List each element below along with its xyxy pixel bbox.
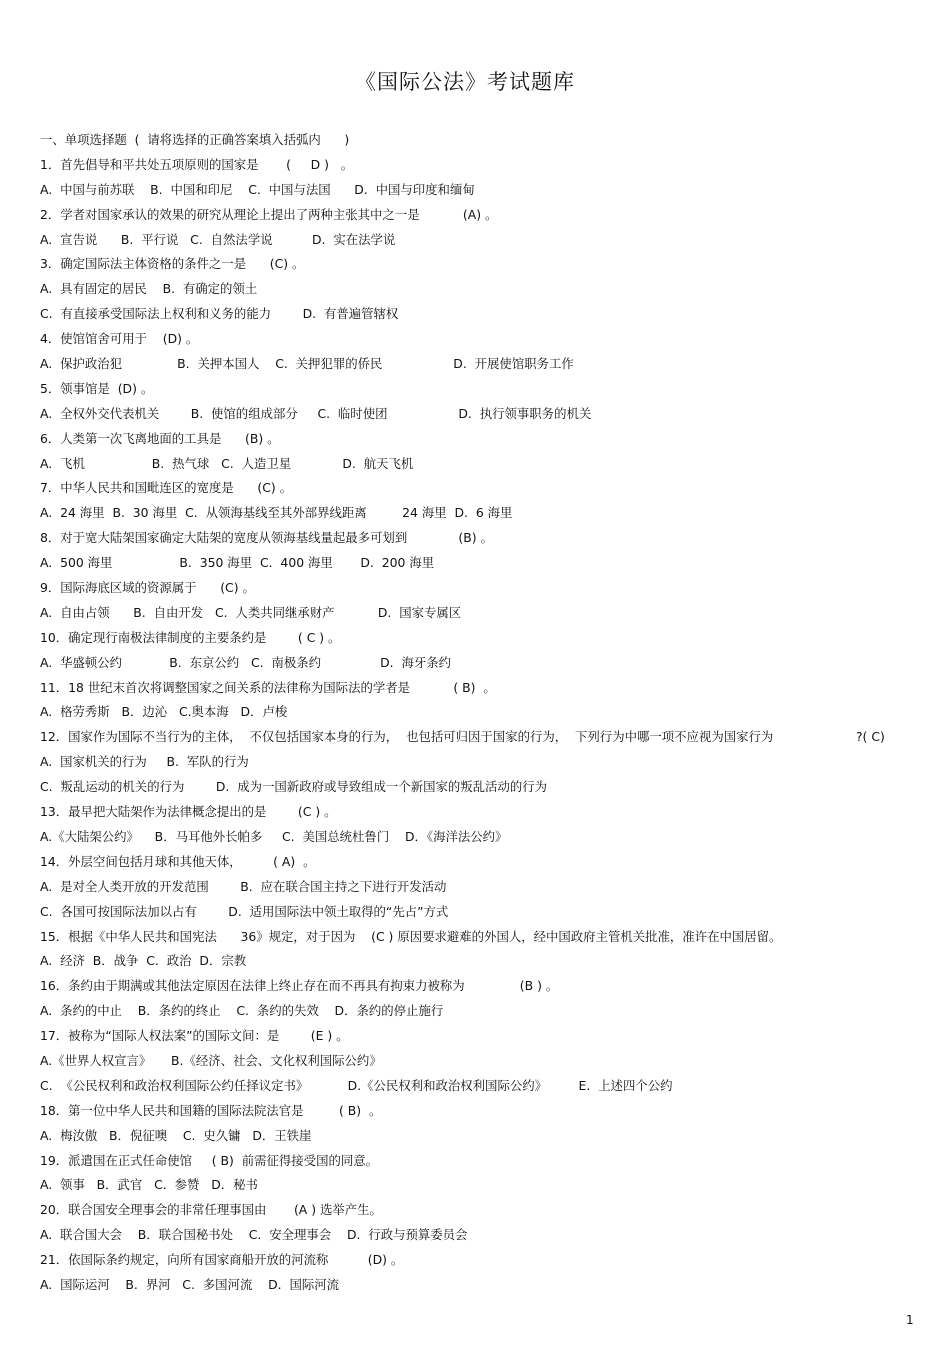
options-line: A. 格劳秀斯 B．边沁 C.奥本海 D．卢梭 (40, 704, 288, 720)
options-line: A. 宣告说 B. 平行说 C. 自然法学说 D. 实在法学说 (40, 231, 396, 247)
question-line: 6．人类第一次飞离地面的工具是 (B) 。 (40, 430, 280, 446)
question-line: 3．确定国际法主体资格的条件之一是 (C) 。 (40, 256, 305, 272)
options-line: A. 中国与前苏联 B. 中国和印尼 C. 中国与法国 D. 中国与印度和缅甸 (40, 181, 475, 197)
question-list (40, 128, 910, 1298)
options-line: C. 叛乱运动的机关的行为 D. 成为一国新政府或导致组成一个新国家的叛乱活动的行为 (40, 779, 548, 795)
question-line: 5．领事馆是 (D) 。 (40, 380, 154, 396)
options-line: A. 保护政治犯 B. 关押本国人 C. 关押犯罪的侨民 D. 开展使馆职务工作 (40, 356, 574, 372)
question-line: 2．学者对国家承认的效果的研究从理论上提出了两种主张其中之一是 (A) 。 (40, 206, 498, 222)
question-line: 12．国家作为国际不当行为的主体， 不仅包括国家本身的行为， 也包括可归因于国家的行为， 下列行为中哪一项不应视为国家行为 ?( C) (40, 729, 885, 745)
question-line: 20．联合国安全理事会的非常任理事国由 (A ) 选举产生。 (40, 1202, 382, 1218)
options-line: A. 24 海里 B. 30 海里 C. 从领海基线至其外部界线距离 24 海里 D. 6 海里 (40, 505, 513, 521)
question-line: 7．中华人民共和国毗连区的宽度是 (C) 。 (40, 480, 293, 496)
options-line: A. 500 海里 B. 350 海里 C. 400 海里 D. 200 海里 (40, 555, 435, 571)
options-line: A. 领事 B．武官 C. 参赞 D．秘书 (40, 1177, 258, 1193)
section-heading: 一、单项选择题 ( 请将选择的正确答案填入括弧内 ) (40, 132, 350, 147)
question-line: 4．使馆馆舍可用于 (D) 。 (40, 331, 199, 347)
question-line: 8．对于宽大陆架国家确定大陆架的宽度从领海基线量起最多可划到 (B) 。 (40, 530, 493, 546)
options-line: A.《世界人权宣言》 B.《经济、社会、文化权利国际公约》 (40, 1052, 382, 1068)
options-line: A. 是对全人类开放的开发范围 B. 应在联合国主持之下进行开发活动 (40, 878, 447, 894)
page-number: 1 (906, 1313, 914, 1327)
question-line: 17．被称为“国际人权法案”的国际文间：是 (E ) 。 (40, 1028, 349, 1044)
question-line: 14．外层空间包括月球和其他天体， ( A) 。 (40, 853, 316, 869)
question-line: 13．最早把大陆架作为法律概念提出的是 (C ) 。 (40, 804, 337, 820)
options-line: A. 梅汝傲 B．倪征噢 C. 史久镛 D．王铁崖 (40, 1127, 312, 1143)
options-line: C. 《公民权利和政治权利国际公约任择议定书》 D.《公民权利和政治权利国际公约》 E. 上述四个公约 (40, 1077, 673, 1093)
options-line: A. 华盛顿公约 B. 东京公约 C. 南极条约 D. 海牙条约 (40, 654, 452, 670)
options-line: A. 自由占领 B. 自由开发 C. 人类共同继承财产 D. 国家专属区 (40, 604, 462, 620)
options-line: A. 全权外交代表机关 B. 使馆的组成部分 C. 临时使团 D. 执行领事职务的机关 (40, 405, 592, 421)
options-line: A. 联合国大会 B．联合国秘书处 C. 安全理事会 D. 行政与预算委员会 (40, 1227, 468, 1243)
options-line: C. 有直接承受国际法上权利和义务的能力 D. 有普遍管辖权 (40, 306, 399, 322)
question-line: 16．条约由于期满或其他法定原因在法律上终止存在而不再具有拘束力被称为 (B ) 。 (40, 978, 559, 994)
options-line: A. 经济 B．战争 C. 政治 D．宗教 (40, 953, 247, 969)
question-line: 1．首先倡导和平共处五项原则的国家是 ( D ) 。 (40, 156, 354, 172)
question-line: 11．18 世纪末首次将调整国家之间关系的法律称为国际法的学者是 ( B) 。 (40, 679, 496, 695)
options-line: A. 条约的中止 B．条约的终止 C. 条约的失效 D．条约的停止施行 (40, 1003, 444, 1019)
question-line: 9．国际海底区域的资源属于 (C) 。 (40, 580, 255, 596)
options-line: A.《大陆架公约》 B．马耳他外长帕多 C. 美国总统杜鲁门 D．《海洋法公约》 (40, 828, 508, 844)
options-line: A. 飞机 B. 热气球 C. 人造卫星 D. 航天飞机 (40, 455, 414, 471)
question-line: 15．根据《中华人民共和国宪法 36》规定，对于因为 (C ) 原因要求避难的外国人，经中国政府主管机关批准，准许在中国居留。 (40, 928, 782, 944)
options-line: A. 具有固定的居民 B. 有确定的领土 (40, 281, 258, 297)
options-line: A. 国家机关的行为 B. 军队的行为 (40, 754, 249, 770)
question-line: 10．确定现行南极法律制度的主要条约是 ( C ) 。 (40, 629, 341, 645)
question-line: 18．第一位中华人民共和国籍的国际法院法官是 ( B) 。 (40, 1102, 382, 1118)
question-line: 21．依国际条约规定，向所有国家商船开放的河流称 (D) 。 (40, 1252, 404, 1268)
options-line: A. 国际运河 B. 界河 C. 多国河流 D. 国际河流 (40, 1276, 340, 1292)
options-line: C. 各国可按国际法加以占有 D. 适用国际法中领土取得的“先占”方式 (40, 903, 449, 919)
question-line: 19．派遣国在正式任命使馆 ( B) 前需征得接受国的同意。 (40, 1152, 379, 1168)
page-title: 《国际公法》考试题库 (355, 70, 575, 94)
